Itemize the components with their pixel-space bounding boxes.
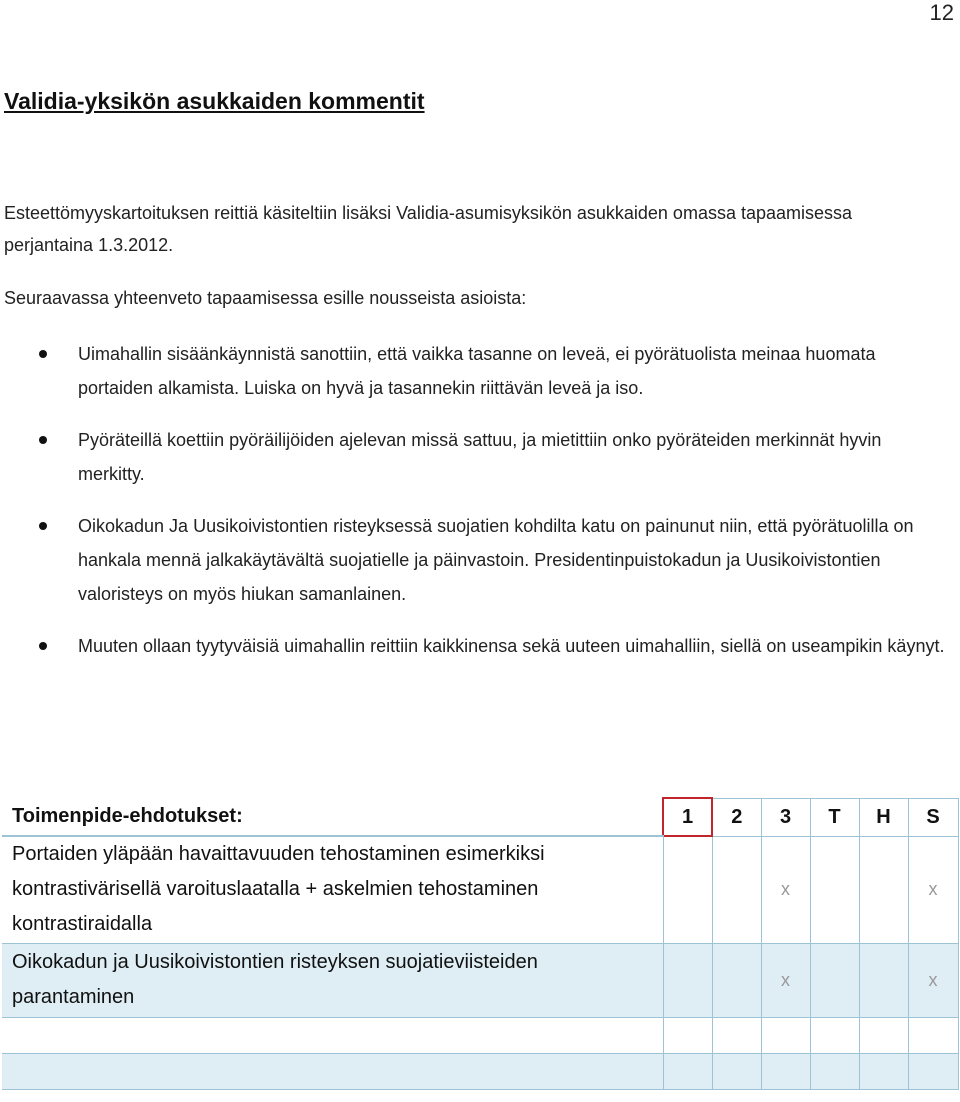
bullet-icon — [39, 642, 47, 650]
bullet-icon — [39, 350, 47, 358]
summary-line: Seuraavassa yhteenveto tapaamisessa esille nousseista asioista: — [4, 288, 527, 308]
row-description — [2, 1053, 663, 1089]
row-mark-cell — [908, 1053, 958, 1089]
row-mark-cell — [712, 1017, 761, 1053]
row-mark-cell — [663, 1017, 712, 1053]
row-mark-cell — [859, 1017, 908, 1053]
comment-list — [0, 337, 950, 681]
row-mark-cell — [761, 943, 810, 1017]
column-header-2: 2 — [712, 798, 761, 836]
row-description: Oikokadun ja Uusikoivistontien risteyksen suojatieviisteiden parantaminen — [2, 943, 663, 1017]
row-mark-cell — [712, 1053, 761, 1089]
row-mark-cell — [663, 836, 712, 943]
row-mark-cell — [908, 1017, 958, 1053]
row-description — [2, 1017, 663, 1053]
list-item-text: Muuten ollaan tyytyväisiä uimahallin reittiin kaikkinensa sekä uuteen uimahalliin, siellä on useampikin käynyt. — [78, 636, 945, 656]
column-header-1: 1 — [663, 798, 712, 836]
list-item-text: Oikokadun Ja Uusikoivistontien risteyksessä suojatien kohdilta katu on painunut niin, että pyörätuolilla on hankala mennä jalkakäytävältä suojatielle ja päinvastoin. Presidentinpuistokadun ja Uusikoivistontien valoristeys on myös hiukan samanlainen. — [78, 516, 914, 604]
list-item — [0, 423, 950, 491]
table-row — [2, 836, 958, 943]
table-header-label: Toimenpide-ehdotukset: — [2, 798, 663, 836]
table-header-row — [2, 798, 958, 836]
list-item-text: Uimahallin sisäänkäynnistä sanottiin, että vaikka tasanne on leveä, ei pyörätuolista meinaa huomata portaiden alkamista. Luiska on hyvä ja tasannekin riittävän leveä ja iso. — [78, 344, 876, 398]
row-mark-cell — [761, 1053, 810, 1089]
row-mark-cell — [810, 1053, 859, 1089]
row-mark-cell — [908, 836, 958, 943]
row-mark-cell — [859, 836, 908, 943]
mark: x — [928, 969, 938, 990]
list-item — [0, 629, 950, 663]
mark: x — [928, 879, 938, 899]
row-mark-cell — [908, 943, 958, 1017]
column-header-h: H — [859, 798, 908, 836]
page-number: 12 — [929, 0, 954, 25]
action-proposals-table — [2, 797, 959, 1090]
table-row — [2, 1017, 958, 1053]
mark: x — [781, 879, 790, 899]
column-header-3: 3 — [761, 798, 810, 836]
bullet-icon — [39, 436, 47, 444]
list-item — [0, 509, 950, 611]
row-mark-cell — [663, 1053, 712, 1089]
section-heading: Validia-yksikön asukkaiden kommentit — [4, 88, 425, 114]
row-description: Portaiden yläpään havaittavuuden tehostaminen esimerkiksi kontrastivärisellä varoituslaatalla + askelmien tehostaminen kontrastiraidalla — [2, 836, 663, 943]
intro-paragraph: Esteettömyyskartoituksen reittiä käsiteltiin lisäksi Validia-asumisyksikön asukkaiden omassa tapaamisessa perjantaina 1.3.2012. — [4, 203, 853, 255]
row-mark-cell — [663, 943, 712, 1017]
column-header-t: T — [810, 798, 859, 836]
mark: x — [781, 969, 790, 990]
row-mark-cell — [810, 836, 859, 943]
row-mark-cell — [761, 836, 810, 943]
column-header-s: S — [908, 798, 958, 836]
table-row — [2, 1053, 958, 1089]
row-mark-cell — [859, 943, 908, 1017]
table-row — [2, 943, 958, 1017]
row-mark-cell — [810, 943, 859, 1017]
bullet-icon — [39, 522, 47, 530]
list-item-text: Pyöräteillä koettiin pyöräilijöiden ajelevan missä sattuu, ja mietittiin onko pyöräteiden merkinnät hyvin merkitty. — [78, 430, 882, 484]
row-mark-cell — [859, 1053, 908, 1089]
row-mark-cell — [810, 1017, 859, 1053]
row-mark-cell — [712, 836, 761, 943]
row-mark-cell — [761, 1017, 810, 1053]
list-item — [0, 337, 950, 405]
row-mark-cell — [712, 943, 761, 1017]
